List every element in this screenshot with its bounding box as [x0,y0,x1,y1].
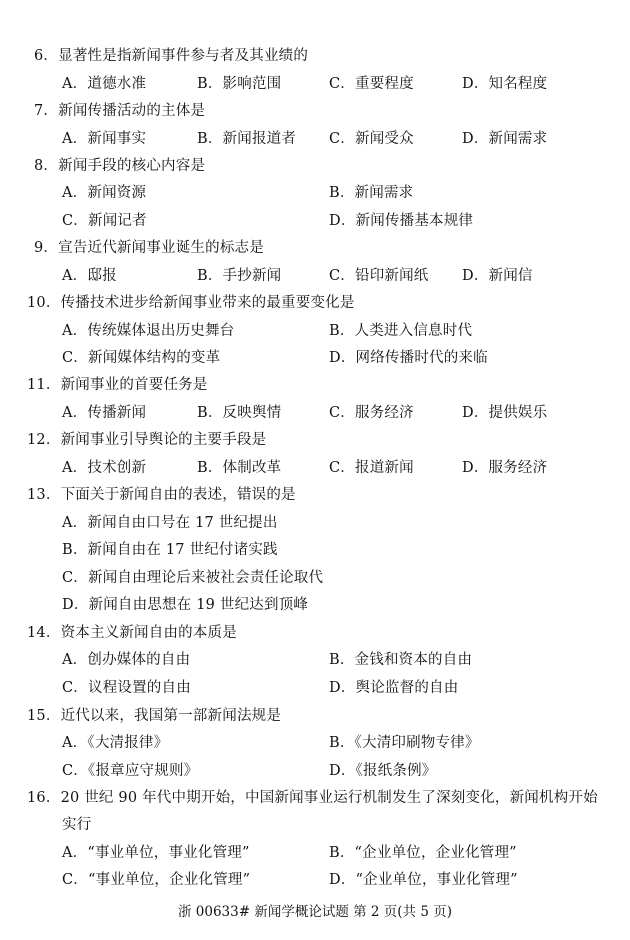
option-a: A．新闻资源 [62,185,147,201]
option-a: A．传统媒体退出历史舞台 [62,323,235,339]
question-stem: 16．20 世纪 90 年代中期开始，中国新闻事业运行机制发生了深刻变化，新闻机构开始 [27,790,598,806]
option-b: B．新闻报道者 [197,131,297,147]
option-c: C．新闻自由理论后来被社会责任论取代 [62,570,324,586]
option-d: D．新闻传播基本规律 [329,213,474,229]
option-d: D．《报纸条例》 [329,763,437,779]
option-b: B．反映舆情 [197,405,282,421]
option-a: A．技术创新 [62,460,147,476]
option-a: A．创办媒体的自由 [62,652,191,668]
question-stem-continued: 实行 [62,817,92,833]
page-footer: 浙 00633# 新闻学概论试题 第 2 页(共 5 页) [177,904,452,920]
option-c: C．《报章应守规则》 [62,763,199,779]
question-stem: 14．资本主义新闻自由的本质是 [27,625,237,641]
question-stem: 7．新闻传播活动的主体是 [34,103,206,119]
question-stem: 12．新闻事业引导舆论的主要手段是 [27,432,267,448]
option-b: B．手抄新闻 [197,268,282,284]
question-stem: 6．显著性是指新闻事件参与者及其业绩的 [34,48,309,64]
option-b: B．人类进入信息时代 [329,323,473,339]
option-d: D．舆论监督的自由 [329,680,459,696]
option-a: A．邸报 [62,268,117,284]
option-a: A．道德水准 [62,76,147,92]
question-stem: 13．下面关于新闻自由的表述，错误的是 [27,487,296,503]
option-d: D．知名程度 [462,76,548,92]
option-d: D．“企业单位，事业化管理” [329,872,518,888]
option-c: C．重要程度 [329,76,414,92]
option-b: B．体制改革 [197,460,282,476]
option-a: A．“事业单位，事业化管理” [62,845,250,861]
option-b: B．金钱和资本的自由 [329,652,473,668]
option-a: A．传播新闻 [62,405,147,421]
option-a: A．新闻事实 [62,131,147,147]
option-c: C．“事业单位，企业化管理” [62,872,251,888]
option-d: D．新闻自由思想在 19 世纪达到顶峰 [62,597,309,613]
question-stem: 8．新闻手段的核心内容是 [34,158,206,174]
option-b: B．“企业单位，企业化管理” [329,845,517,861]
option-b: B．《大清印刷物专律》 [329,735,480,751]
option-d: D．网络传播时代的来临 [329,350,488,366]
option-a: A．《大清报律》 [62,735,169,751]
question-stem: 11．新闻事业的首要任务是 [27,377,208,393]
option-d: D．提供娱乐 [462,405,548,421]
option-d: D．服务经济 [462,460,548,476]
option-c: C．服务经济 [329,405,414,421]
option-c: C．新闻记者 [62,213,147,229]
option-b: B．新闻需求 [329,185,414,201]
question-stem: 9．宣告近代新闻事业诞生的标志是 [34,240,264,256]
option-b: B．新闻自由在 17 世纪付诸实践 [62,542,278,558]
option-b: B．影响范围 [197,76,282,92]
option-a: A．新闻自由口号在 17 世纪提出 [62,515,278,531]
option-d: D．新闻信 [462,268,533,284]
option-c: C．铅印新闻纸 [329,268,429,284]
option-c: C．报道新闻 [329,460,414,476]
option-c: C．新闻媒体结构的变革 [62,350,221,366]
question-stem: 15．近代以来，我国第一部新闻法规是 [27,708,282,724]
option-c: C．新闻受众 [329,131,414,147]
option-d: D．新闻需求 [462,131,548,147]
option-c: C．议程设置的自由 [62,680,191,696]
question-stem: 10．传播技术进步给新闻事业带来的最重要变化是 [27,295,355,311]
